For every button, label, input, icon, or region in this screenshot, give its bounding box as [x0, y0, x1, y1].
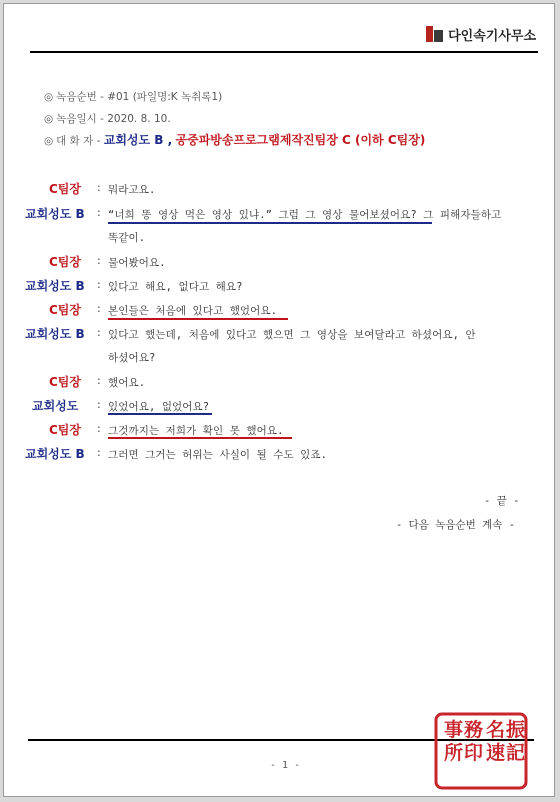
- brand-logo: [426, 24, 536, 44]
- utterance-line: 했어요.: [108, 377, 146, 389]
- seal-glyph: 振: [506, 719, 526, 741]
- brand-name: 다인속기사무소: [448, 28, 536, 44]
- brand-mark-icon: [426, 24, 444, 44]
- speaker-colon: :: [97, 326, 101, 339]
- utterance-line: 똑같이.: [108, 232, 146, 244]
- utterance-line: 그것까지는 저희가 확인 못 했어요.: [108, 425, 284, 437]
- utterance-line: 하셨어요?: [108, 352, 156, 364]
- speaker-label: C팀장: [49, 303, 81, 317]
- document-page: [3, 3, 555, 797]
- speaker-colon: :: [97, 374, 101, 387]
- speaker-label: C팀장: [49, 255, 81, 269]
- speaker-label: C팀장: [49, 182, 81, 196]
- speaker-label: 교회성도 B: [25, 447, 85, 461]
- speaker-colon: :: [97, 446, 101, 459]
- utterance-line: 물어봤어요.: [108, 257, 166, 269]
- speaker-colon: :: [97, 254, 101, 267]
- utterance-line: “너희 똥 영상 먹은 영상 있냐.” 그럼 그 영상 물어보셨어요? 그 피해자들하고: [108, 209, 502, 221]
- utterance-line: 있었어요, 없었어요?: [108, 401, 210, 413]
- bullet-icon: ◎: [44, 91, 54, 103]
- speaker-b-name: 교회성도 B ,: [103, 133, 173, 147]
- bullet-icon: ◎: [44, 135, 54, 147]
- seal-glyph: 名: [486, 719, 506, 741]
- speaker-colon: :: [97, 181, 101, 194]
- seal-glyph: 印: [464, 742, 484, 764]
- seal-stamp-icon: [434, 712, 528, 790]
- speaker-label: C팀장: [49, 375, 81, 389]
- utterance-line: 그러면 그거는 허위는 사실이 될 수도 있죠.: [108, 449, 328, 461]
- speaker-colon: :: [97, 278, 101, 291]
- seal-glyph: 速: [486, 742, 506, 764]
- meta-record-date: ◎ 녹음일시 - 2020. 8. 10.: [44, 113, 171, 125]
- speaker-label: 교회성도 B: [25, 207, 85, 221]
- speaker-colon: :: [97, 398, 101, 411]
- speaker-label: 교회성도 B: [25, 327, 85, 341]
- speaker-label: 교회성도 B: [25, 279, 85, 293]
- bullet-icon: ◎: [44, 113, 54, 125]
- speaker-colon: :: [97, 302, 101, 315]
- highlight-underline: [108, 318, 288, 320]
- header-rule: [30, 51, 538, 53]
- meta-speakers: ◎ 대 화 자 - 교회성도 B , 공중파방송프로그램제작진팀장 C (이하 C팀장): [44, 133, 426, 147]
- speaker-colon: :: [97, 206, 101, 219]
- highlight-underline: [108, 437, 292, 439]
- meta-record-no: ◎ 녹음순번 - #01 (파일명:K 녹취록1): [44, 91, 223, 103]
- continue-note: - 다음 녹음순번 계속 -: [396, 519, 516, 531]
- utterance-line: 있다고 했는데, 처음에 있다고 했으면 그 영상을 보여달라고 하셨어요, 안: [108, 329, 476, 341]
- highlight-underline: [108, 222, 432, 224]
- seal-glyph: 事: [444, 719, 464, 741]
- seal-glyph: 所: [444, 742, 464, 764]
- utterance-line: 뭐라고요.: [108, 184, 156, 196]
- speaker-label: 교회성도: [32, 399, 79, 413]
- seal-glyph: 記: [506, 742, 526, 764]
- end-mark: - 끝 -: [484, 495, 520, 507]
- speaker-colon: :: [97, 422, 101, 435]
- highlight-underline: [108, 413, 212, 415]
- speaker-c-name: 공중파방송프로그램제작진팀장 C (이하 C팀장): [175, 133, 426, 147]
- speaker-label: C팀장: [49, 423, 81, 437]
- page-number: - 1 -: [270, 760, 301, 771]
- utterance-line: 본인들은 처음에 있다고 했었어요.: [108, 305, 278, 317]
- utterance-line: 있다고 해요, 없다고 해요?: [108, 281, 243, 293]
- seal-glyph: 務: [464, 719, 484, 741]
